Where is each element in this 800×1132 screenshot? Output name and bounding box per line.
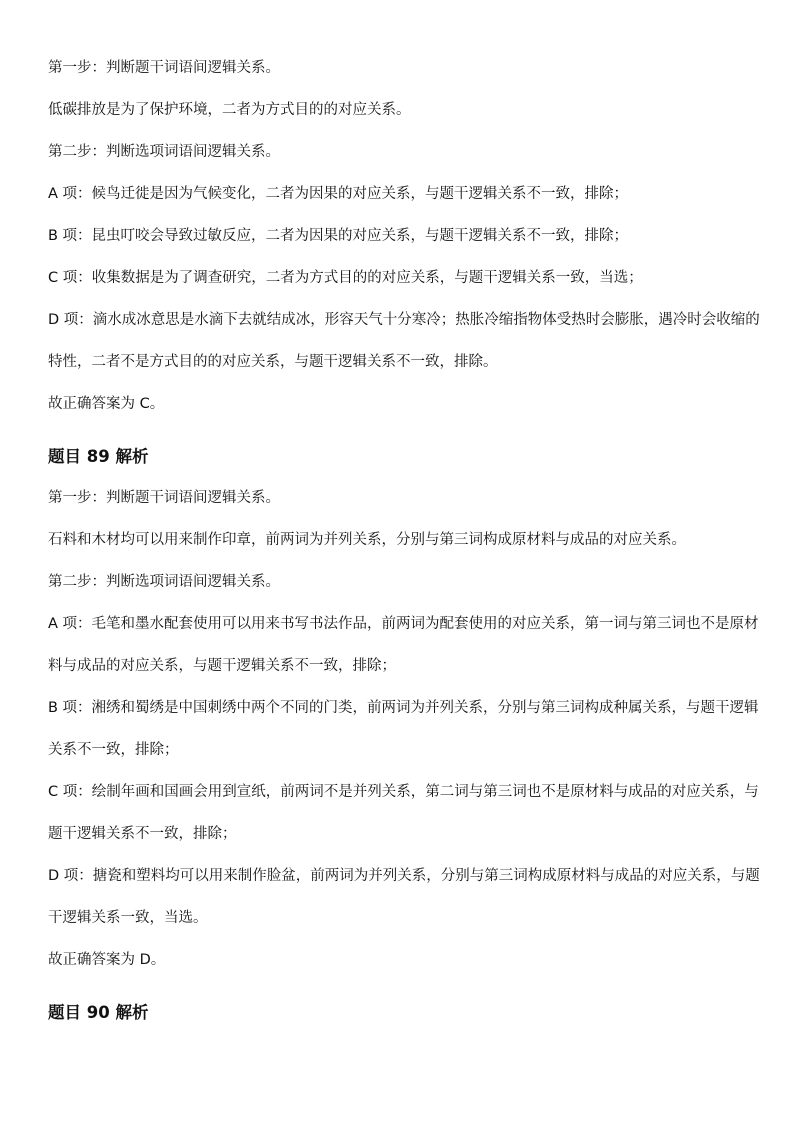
answer-text: 故正确答案为 D。 (48, 952, 166, 968)
option-d-text: D 项：搪瓷和塑料均可以用来制作脸盆，前两词为并列关系，分别与第三词构成原材料与成品的对应关系，与题干逻辑关系一致，当选。 (48, 868, 760, 926)
stem-relation-text: 低碳排放是为了保护环境，二者为方式目的的对应关系。 (48, 102, 411, 118)
answer-text: 故正确答案为 C。 (48, 396, 165, 412)
analysis-section-90 (48, 1002, 760, 1024)
stem-relation-text: 石料和木材均可以用来制作印章，前两词为并列关系，分别与第三词构成原材料与成品的对应关系。 (48, 532, 686, 548)
option-b-text: B 项：湘绣和蜀绣是中国刺绣中两个不同的门类，前两词为并列关系，分别与第三词构成种属关系，与题干逻辑关系不一致，排除； (48, 700, 759, 758)
option-a-text: A 项：候鸟迁徙是因为气候变化，二者为因果的对应关系，与题干逻辑关系不一致，排除； (48, 186, 629, 202)
section-heading: 题目 90 解析 (48, 1003, 149, 1022)
option-c-text: C 项：收集数据是为了调查研究，二者为方式目的的对应关系，与题干逻辑关系一致，当选； (48, 270, 643, 286)
analysis-section-88 (48, 58, 760, 414)
option-a-text: A 项：毛笔和墨水配套使用可以用来书写书法作品，前两词为配套使用的对应关系，第一词与第三词也不是原材料与成品的对应关系，与题干逻辑关系不一致，排除； (48, 616, 759, 674)
option-b-text: B 项：昆虫叮咬会导致过敏反应，二者为因果的对应关系，与题干逻辑关系不一致，排除； (48, 228, 629, 244)
section-heading: 题目 89 解析 (48, 447, 149, 466)
step-two-text: 第二步：判断选项词语间逻辑关系。 (48, 144, 280, 160)
option-d-text: D 项：滴水成冰意思是水滴下去就结成冰，形容天气十分寒冷；热胀冷缩指物体受热时会膨胀，遇冷时会收缩的特性，二者不是方式目的的对应关系，与题干逻辑关系不一致，排除。 (48, 312, 760, 370)
analysis-section-89 (48, 446, 760, 970)
step-one-text: 第一步：判断题干词语间逻辑关系。 (48, 60, 280, 76)
step-two-text: 第二步：判断选项词语间逻辑关系。 (48, 574, 280, 590)
step-one-text: 第一步：判断题干词语间逻辑关系。 (48, 490, 280, 506)
option-c-text: C 项：绘制年画和国画会用到宣纸，前两词不是并列关系，第二词与第三词也不是原材料与成品的对应关系，与题干逻辑关系不一致，排除； (48, 784, 759, 842)
